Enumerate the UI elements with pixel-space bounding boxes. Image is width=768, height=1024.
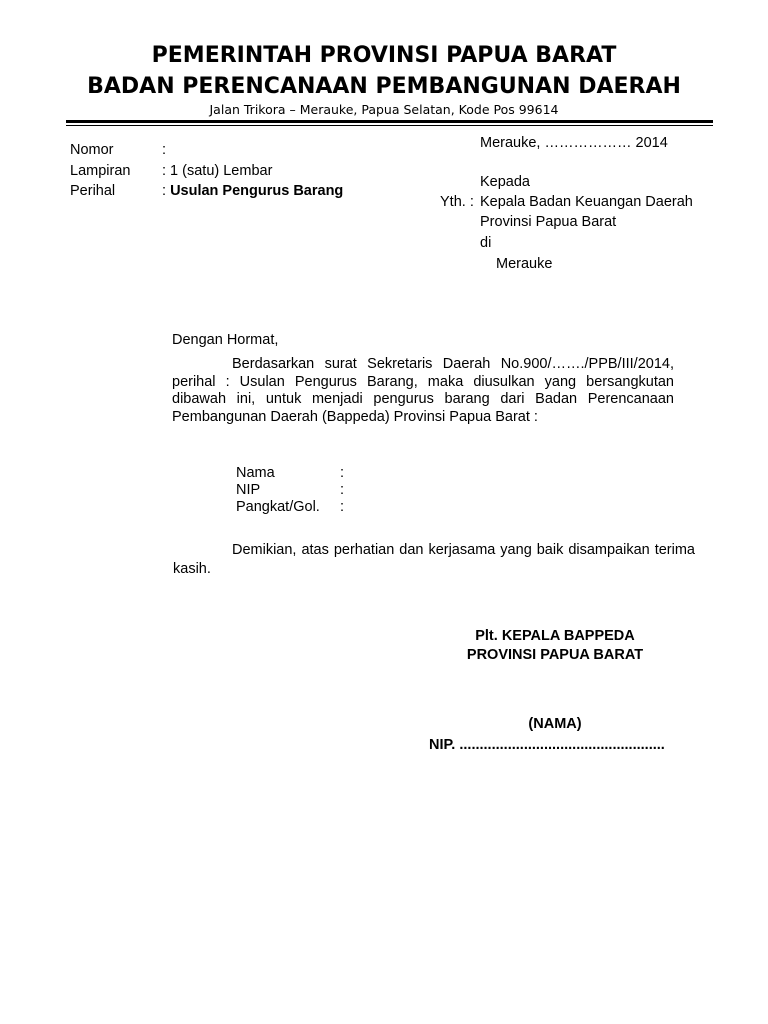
perihal-value: Usulan Pengurus Barang [170, 183, 344, 199]
lampiran-value: : 1 (satu) Lembar [162, 163, 273, 179]
perihal-label: Perihal [70, 183, 116, 199]
signature-title-2: PROVINSI PAPUA BARAT [466, 647, 644, 663]
body-paragraph [172, 356, 674, 426]
recipient-yth: Yth. : [440, 194, 474, 210]
closing-paragraph-text: Demikian, atas perhatian dan kerjasama yang baik disampaikan terima kasih. [173, 542, 695, 577]
nomor-value: : [162, 142, 167, 158]
field-pangkat-label: Pangkat/Gol. [236, 499, 320, 515]
letterhead-rule-thin [66, 125, 713, 126]
field-pangkat-colon: : [340, 499, 345, 515]
body-paragraph-text: Berdasarkan surat Sekretaris Daerah No.900/……./PPB/III/2014, perihal : Usulan Pengurus Barang, maka diusulkan yang bersangkutan dibawah ini, untuk menjadi pengurus barang dari Badan Perencanaan Pembangunan Daerah (Bappeda) Provinsi Papua Barat : [172, 356, 674, 425]
recipient-di: di [480, 235, 492, 251]
greeting: Dengan Hormat, [172, 332, 279, 348]
field-nip-colon: : [340, 482, 345, 498]
recipient-kepada: Kepada [480, 174, 530, 190]
signature-name: (NAMA) [528, 716, 582, 732]
letterhead-address: Jalan Trikora – Merauke, Papua Selatan, Kode Pos 99614 [209, 102, 559, 117]
nomor-label: Nomor [70, 142, 114, 158]
perihal-colon: : [162, 183, 167, 199]
lampiran-label: Lampiran [70, 163, 131, 179]
field-nama-label: Nama [236, 465, 275, 481]
recipient-line-1: Kepala Badan Keuangan Daerah [480, 194, 693, 210]
perihal-row [162, 183, 343, 199]
closing-paragraph [173, 541, 695, 579]
recipient-line-2: Provinsi Papua Barat [480, 214, 617, 230]
letterhead-line-1: PEMERINTAH PROVINSI PAPUA BARAT [151, 43, 617, 68]
signature-title-1: Plt. KEPALA BAPPEDA [475, 628, 635, 644]
letter-date: Merauke, ……………… 2014 [480, 135, 668, 151]
letterhead-line-2: BADAN PERENCANAAN PEMBANGUNAN DAERAH [87, 74, 681, 99]
field-nip-label: NIP [236, 482, 261, 498]
letterhead-rule-thick [66, 120, 713, 123]
recipient-city: Merauke [496, 256, 553, 272]
signature-nip: NIP. ................................................... [429, 737, 665, 753]
field-nama-colon: : [340, 465, 345, 481]
